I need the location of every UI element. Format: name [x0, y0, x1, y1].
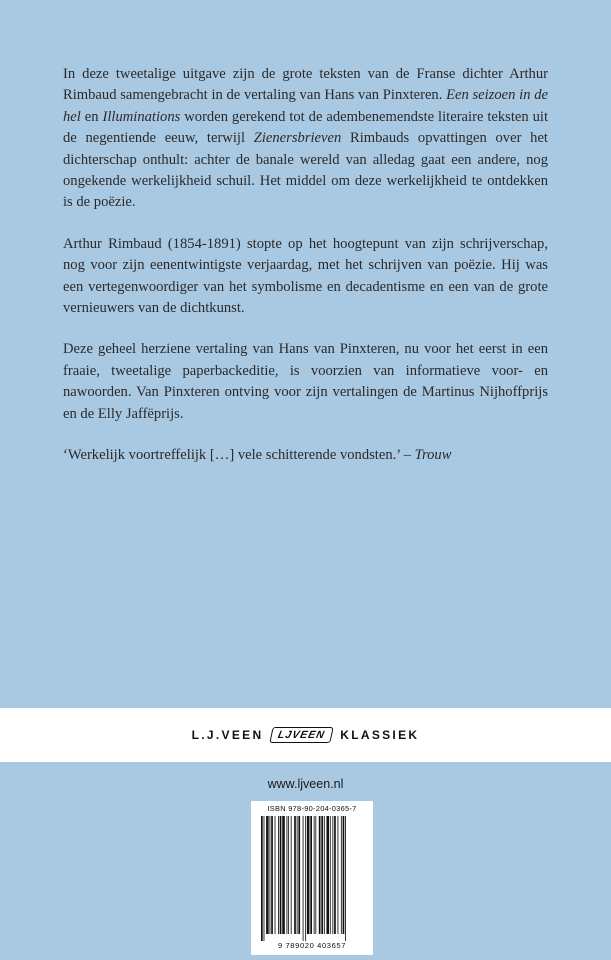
barcode-bar — [264, 816, 265, 941]
blurb-p1-text-d: Rimbauds opvattingen over het dichterschap onthult: achter de banale wereld van alledag gaat een andere, nog ongekende werkelijkheid schuil. Het middel om deze werkelijkheid te ontdekken is de poëzie. — [63, 130, 548, 211]
brand-left-text: L.J.VEEN — [191, 728, 264, 742]
barcode-bar — [275, 816, 276, 934]
quote-text: ‘Werkelijk voortreffelijk […] vele schitterende vondsten.’ – — [63, 447, 415, 464]
barcode-bar — [266, 816, 269, 934]
barcode-bar — [305, 816, 306, 941]
blurb-p1-text-a: In deze tweetalige uitgave zijn de grote teksten van de Franse dichter Arthur Rimbaud samengebracht in de vertaling van Hans van Pinxteren. — [63, 66, 548, 104]
publisher-url: www.ljveen.nl — [267, 777, 344, 791]
barcode-bar — [282, 816, 285, 934]
barcode-bar — [294, 816, 296, 934]
barcode-bars — [260, 816, 364, 941]
barcode-bar — [345, 816, 346, 941]
barcode-bar — [271, 816, 273, 934]
blurb — [63, 64, 548, 487]
barcode-bar — [326, 816, 329, 934]
book-title-illuminations: Illuminations — [102, 108, 181, 125]
isbn-label: ISBN 978-90-204-0365-7 — [267, 804, 357, 813]
blurb-paragraph-2: Arthur Rimbaud (1854-1891) stopte op het hoogtepunt van zijn schrijverschap, nog voor zijn eenentwintigste verjaardag, met het schrijven van poëzie. Hij was een vertegenwoordiger van het symbolisme en decadentisme en een van de grote vernieuwers van de dichtkunst. — [63, 235, 548, 317]
barcode-bar — [310, 816, 312, 934]
blurb-paragraph-1 — [63, 64, 548, 214]
publisher-logo: LJVEEN — [270, 727, 334, 743]
barcode-bar — [297, 816, 298, 934]
blurb-p1-text-b: en — [80, 108, 103, 125]
barcode-bar — [298, 816, 300, 934]
barcode-bar — [343, 816, 345, 934]
barcode-bar — [314, 816, 315, 934]
barcode-bar — [315, 816, 316, 934]
barcode-bar — [288, 816, 289, 934]
publisher-brand — [0, 727, 611, 743]
barcode-bar — [280, 816, 282, 934]
barcode-bar — [303, 816, 304, 941]
barcode-bar — [319, 816, 321, 934]
review-quote — [63, 445, 548, 466]
blurb-paragraph-3: Deze geheel herziene vertaling van Hans van Pinxteren, nu voor het eerst in een fraaie, tweetalige paperbackeditie, is voorzien van informatieve voor- en nawoorden. Van Pinxteren ontving voor zijn vertalingen de Martinus Nijhoffprijs en de Elly Jaffëprijs. — [63, 341, 548, 422]
barcode-bar — [341, 816, 342, 934]
barcode-bar — [330, 816, 331, 934]
quote-source: Trouw — [414, 447, 452, 464]
barcode-bar — [278, 816, 279, 934]
barcode-svg — [260, 816, 364, 941]
barcode-bar — [332, 816, 333, 934]
blurb-p1-text-c: worden gerekend tot de adembenemendste literaire teksten uit de negentiende eeuw, terwijl — [63, 108, 549, 147]
barcode-bar — [270, 816, 271, 934]
barcode-bar — [261, 816, 263, 941]
barcode-bar — [287, 816, 288, 934]
barcode-bar — [324, 816, 325, 934]
book-title-zienersbrieven: Zienersbrieven — [253, 130, 342, 147]
book-title-seizoen: Een seizoen in de hel — [63, 87, 548, 125]
brand-right-text: KLASSIEK — [340, 728, 420, 742]
barcode-bar — [307, 816, 310, 934]
barcode — [251, 801, 373, 955]
barcode-bar — [321, 816, 323, 934]
barcode-digits: 9 789020 403657 — [277, 941, 347, 950]
barcode-bar — [291, 816, 292, 934]
barcode-bar — [334, 816, 336, 934]
barcode-bar — [338, 816, 339, 934]
